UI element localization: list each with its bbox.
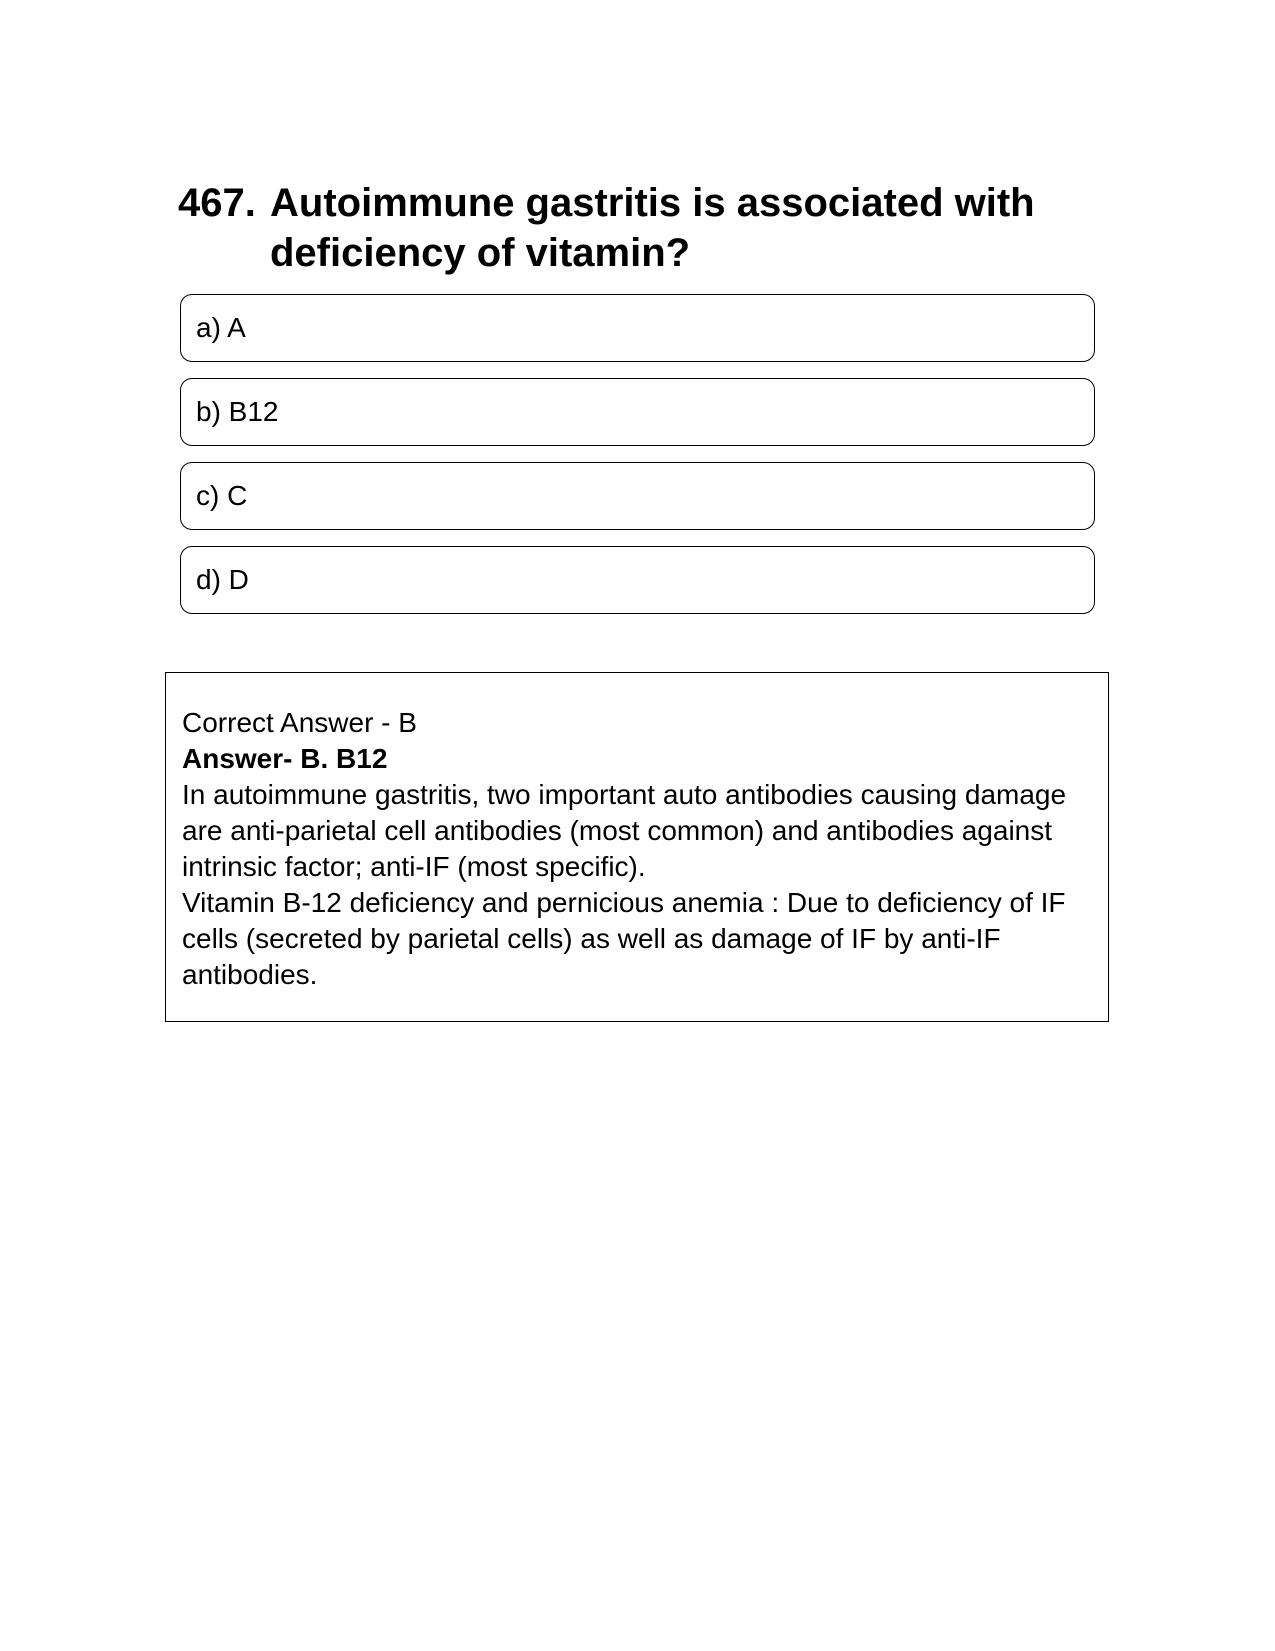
question-number: 467. <box>178 181 256 225</box>
option-b-label: b) B12 <box>196 396 279 427</box>
option-c[interactable] <box>180 462 1095 530</box>
explanation-paragraph-1: In autoimmune gastritis, two important auto antibodies causing damage are anti-parietal cell antibodies (most common) and antibodies against intrinsic factor; anti-IF (most specific). <box>182 779 1067 882</box>
explanation-paragraph-2: Vitamin B-12 deficiency and pernicious anemia : Due to deficiency of IF cells (secreted by parietal cells) as well as damage of IF by anti-IF antibodies. <box>182 887 1066 990</box>
option-a[interactable] <box>180 294 1095 362</box>
question-text: Autoimmune gastritis is associated with deficiency of vitamin? <box>270 181 1035 275</box>
option-a-label: a) A <box>196 312 246 343</box>
question-heading <box>178 178 1108 278</box>
option-d-label: d) D <box>196 564 249 595</box>
answer-explanation-box <box>165 672 1109 1022</box>
option-c-label: c) C <box>196 480 248 511</box>
option-b[interactable] <box>180 378 1095 446</box>
answer-heading: Answer- B. B12 <box>182 743 388 774</box>
option-d[interactable] <box>180 546 1095 614</box>
correct-answer-line: Correct Answer - B <box>182 707 417 738</box>
options-list <box>180 294 1095 630</box>
